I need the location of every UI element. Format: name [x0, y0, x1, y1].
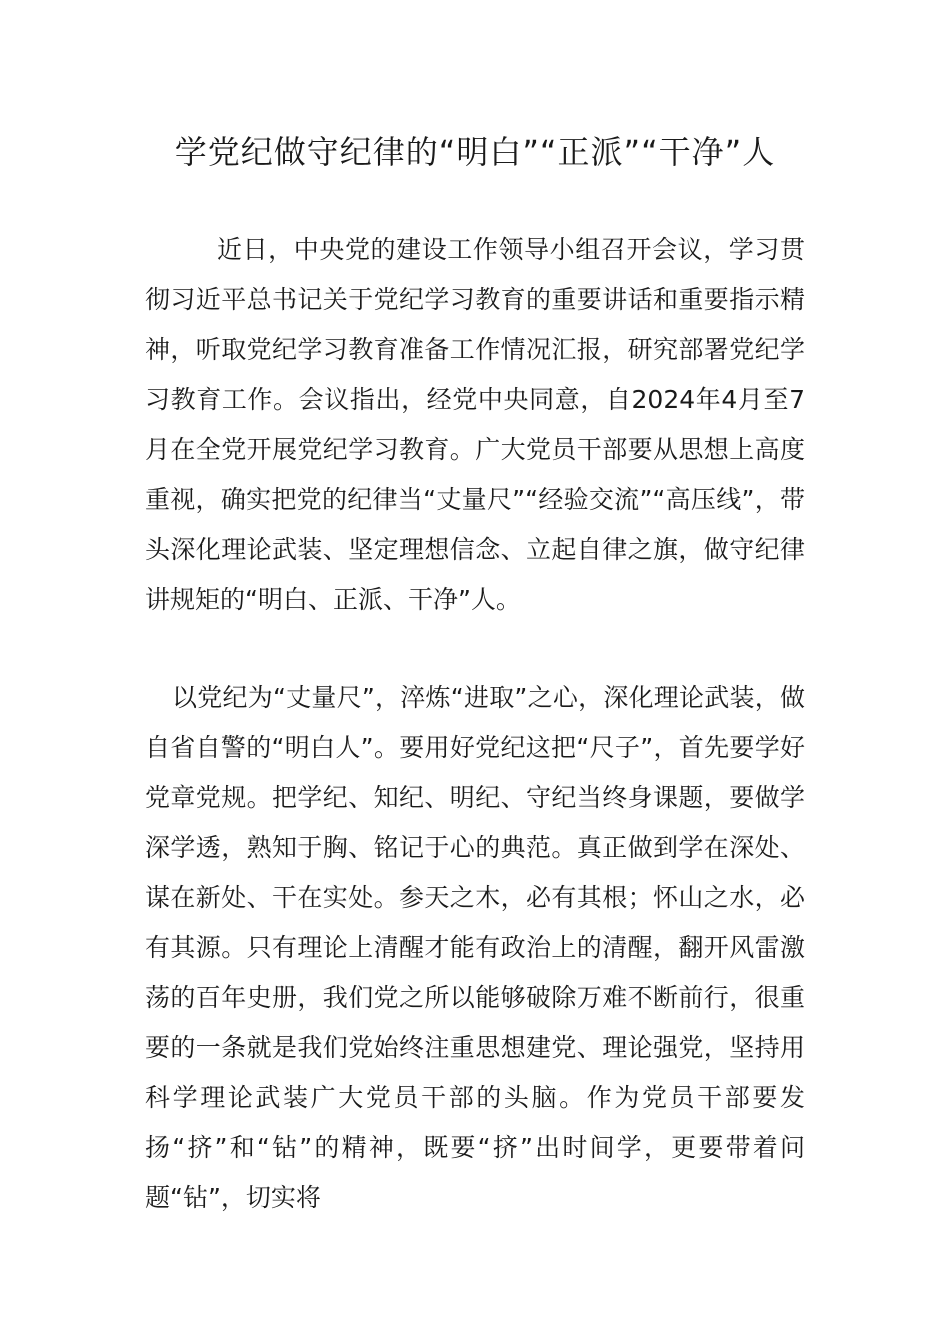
paragraph-1: 近日，中央党的建设工作领导小组召开会议，学习贯彻习近平总书记关于党纪学习教育的重要讲话和重要指示精神，听取党纪学习教育准备工作情况汇报，研究部署党纪学习教育工作。会议指出，经党中央同意，自2024年4月至7月在全党开展党纪学习教育。广大党员干部要从思想上高度重视，确实把党的纪律当“丈量尺”“经验交流”“高压线”，带头深化理论武装、坚定理想信念、立起自律之旗，做守纪律讲规矩的“明白、正派、干净”人。: [145, 235, 805, 614]
document-title: 学党纪做守纪律的“明白”“正派”“干净”人: [174, 133, 776, 171]
paragraph-2: 以党纪为“丈量尺”，淬炼“进取”之心，深化理论武装，做自省自警的“明白人”。要用好党纪这把“尺子”，首先要学好党章党规。把学纪、知纪、明纪、守纪当终身课题，要做学深学透，熟知于胸、铭记于心的典范。真正做到学在深处、谋在新处、干在实处。参天之木，必有其根；怀山之水，必有其源。只有理论上清醒才能有政治上的清醒，翻开风雷激荡的百年史册，我们党之所以能够破除万难不断前行，很重要的一条就是我们党始终注重思想建党、理论强党，坚持用科学理论武装广大党员干部的头脑。作为党员干部要发扬“挤”和“钻”的精神，既要“挤”出时间学，更要带着问题“钻”，切实将: [145, 683, 805, 1212]
